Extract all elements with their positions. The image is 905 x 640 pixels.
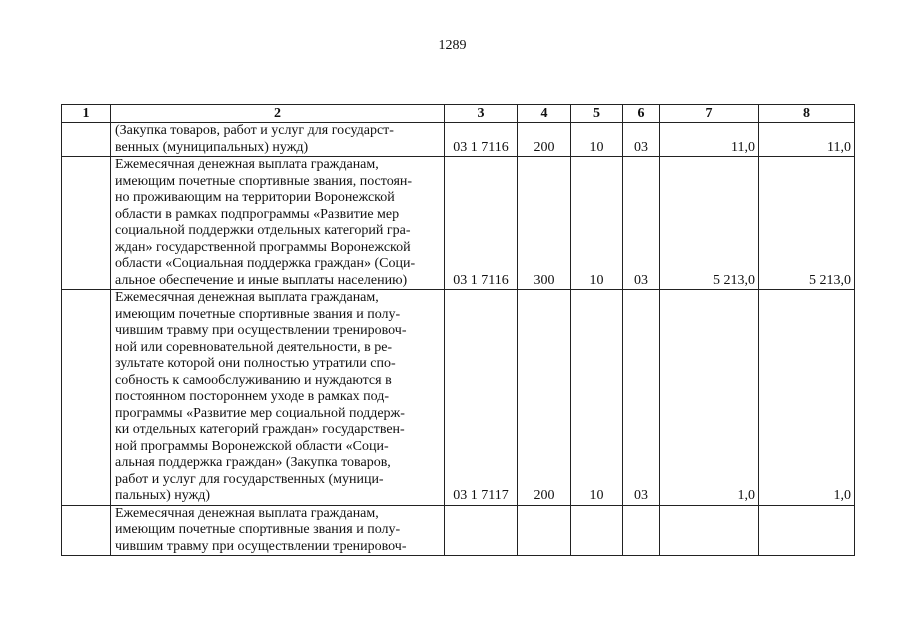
- table-row: [62, 157, 855, 290]
- description-line: работ и услуг для государственных (муници-: [115, 471, 384, 487]
- target-code-cell: 03 1 7116: [445, 123, 518, 157]
- description-line: ной программы Воронежской области «Соци-: [115, 438, 389, 454]
- column-header-8: 8: [759, 105, 855, 123]
- description-line: альная поддержка граждан» (Закупка товаров,: [115, 455, 391, 470]
- column-header-5: 5: [571, 105, 623, 123]
- description-line: ждан» государственной программы Воронежской: [115, 239, 411, 255]
- description-line: социальной поддержки отдельных категорий гра-: [115, 223, 411, 238]
- target-code-cell: 03 1 7116: [445, 157, 518, 290]
- description-line: пальных) нужд): [115, 488, 211, 503]
- description-line: (Закупка товаров, работ и услуг для государст-: [115, 123, 394, 138]
- row-description: [111, 505, 445, 556]
- target-code-cell: [445, 505, 518, 556]
- table-header-row: [62, 105, 855, 123]
- section-cell: 10: [571, 290, 623, 506]
- amount-cell-7: [660, 505, 759, 556]
- description-line: Ежемесячная денежная выплата гражданам,: [115, 157, 379, 172]
- description-line: программы «Развитие мер социальной поддерж-: [115, 405, 405, 421]
- description-line: имеющим почетные спортивные звания и полу-: [115, 522, 401, 537]
- expense-type-cell: 200: [518, 290, 571, 506]
- subsection-cell: 03: [623, 157, 660, 290]
- amount-cell-8: 1,0: [759, 290, 855, 506]
- table-row: [62, 505, 855, 556]
- section-cell: [571, 505, 623, 556]
- amount-cell-8: 5 213,0: [759, 157, 855, 290]
- expense-type-cell: 200: [518, 123, 571, 157]
- row-description: [111, 290, 445, 506]
- description-line: области «Социальная поддержка граждан» (Соци-: [115, 256, 416, 271]
- amount-cell-8: [759, 505, 855, 556]
- column-header-2: 2: [111, 105, 445, 123]
- column-header-4: 4: [518, 105, 571, 123]
- page-number: 1289: [438, 38, 467, 53]
- description-line: ной или соревновательной деятельности, в ре-: [115, 339, 393, 355]
- description-line: венных (муниципальных) нужд): [115, 139, 309, 155]
- description-line: чившим травму при осуществлении тренировоч-: [115, 323, 407, 338]
- description-line: Ежемесячная денежная выплата гражданам,: [115, 505, 379, 521]
- expense-type-cell: 300: [518, 157, 571, 290]
- description-line: но проживающим на территории Воронежской: [115, 190, 395, 205]
- row-number-cell: [62, 505, 111, 556]
- row-number-cell: [62, 290, 111, 506]
- table-row: [62, 290, 855, 506]
- subsection-cell: 03: [623, 290, 660, 506]
- table-row: [62, 123, 855, 157]
- description-line: ки отдельных категорий граждан» государствен-: [115, 422, 405, 437]
- budget-table: [61, 104, 855, 556]
- description-line: собность к самообслуживанию и нуждаются в: [115, 372, 392, 388]
- section-cell: 10: [571, 123, 623, 157]
- description-line: области в рамках подпрограммы «Развитие мер: [115, 206, 400, 222]
- target-code-cell: 03 1 7117: [445, 290, 518, 506]
- column-header-7: 7: [660, 105, 759, 123]
- section-cell: 10: [571, 157, 623, 290]
- amount-cell-7: 1,0: [660, 290, 759, 506]
- subsection-cell: [623, 505, 660, 556]
- description-line: чившим травму при осуществлении тренировоч-: [115, 538, 407, 554]
- row-description: [111, 123, 445, 157]
- expense-type-cell: [518, 505, 571, 556]
- column-header-6: 6: [623, 105, 660, 123]
- amount-cell-8: 11,0: [759, 123, 855, 157]
- row-number-cell: [62, 123, 111, 157]
- column-header-3: 3: [445, 105, 518, 123]
- column-header-1: 1: [62, 105, 111, 123]
- amount-cell-7: 11,0: [660, 123, 759, 157]
- subsection-cell: 03: [623, 123, 660, 157]
- description-line: зультате которой они полностью утратили спо-: [115, 356, 396, 371]
- description-line: имеющим почетные спортивные звания, постоян-: [115, 173, 413, 189]
- row-description: [111, 157, 445, 290]
- amount-cell-7: 5 213,0: [660, 157, 759, 290]
- description-line: постоянном постороннем уходе в рамках под-: [115, 389, 390, 404]
- description-line: Ежемесячная денежная выплата гражданам,: [115, 290, 379, 305]
- description-line: альное обеспечение и иные выплаты населению): [115, 272, 408, 288]
- description-line: имеющим почетные спортивные звания и полу-: [115, 306, 401, 322]
- row-number-cell: [62, 157, 111, 290]
